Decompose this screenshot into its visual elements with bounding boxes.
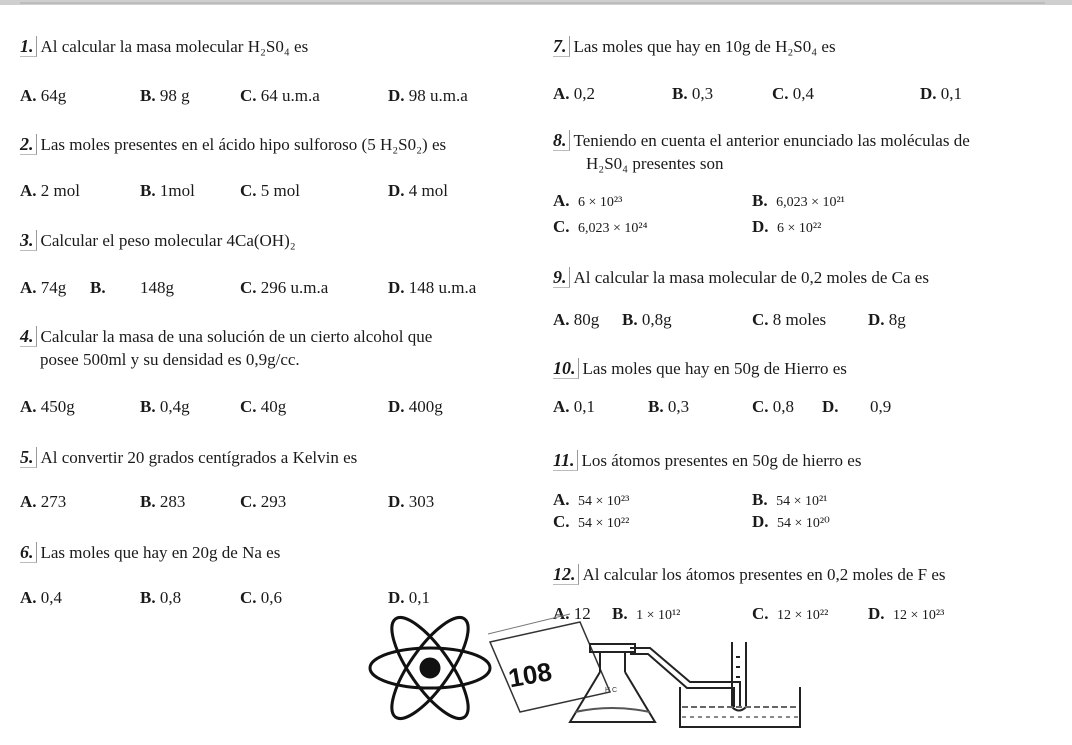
question-8-text: Teniendo en cuenta el anterior enunciado las moléculas de [573,131,970,150]
q9-option-c: C. 8 moles [752,310,827,329]
question-9 [553,267,929,288]
q7-option-c: C. 0,4 [772,84,815,103]
delivery-tube [630,648,740,707]
q6-option-d: D. 0,1 [388,588,431,607]
q8-option-b: B. 6,023 × 10²¹ [752,191,845,210]
q9-option-d: D. 8g [868,310,906,329]
q5-option-d: D. 303 [388,492,435,511]
question-6 [20,542,280,563]
question-12-text: Al calcular los átomos presentes en 0,2 moles de F es [582,565,946,584]
q1-option-a: A. 64g [20,86,67,105]
question-4-text: Calcular la masa de una solución de un cierto alcohol que [40,327,433,346]
q4-option-d: D. 400g [388,397,443,416]
q3-option-a: A. 74g [20,278,67,297]
q1-option-d: D. 98 u.m.a [388,86,468,105]
q6-option-b: B. 0,8 [140,588,182,607]
q10-option-d: D. [822,397,839,416]
question-12 [553,564,946,585]
question-4 [20,326,432,347]
q3-option-d: D. 148 u.m.a [388,278,477,297]
q12-option-b: B. 1 × 10¹² [612,604,681,623]
q2-option-c: C. 5 mol [240,181,300,200]
question-4-text-line2: posee 500ml y su densidad es 0,9g/cc. [40,350,300,369]
question-10 [553,358,847,379]
top-border [0,0,1072,5]
element-number: 108 [506,656,554,694]
q2-option-d: D. 4 mol [388,181,448,200]
chemistry-illustration [360,612,980,745]
q3-option-b-text: 148g [140,278,174,297]
question-5 [20,447,357,468]
question-1 [20,36,308,57]
q12-option-a: A. 12 [553,604,591,623]
q3-option-b: B. [90,278,106,297]
q12-option-c: C. 12 × 10²² [752,604,829,623]
flask-icon [570,644,655,722]
question-3-text: Calcular el peso molecular 4Ca(OH)₂ [40,231,296,250]
q1-option-c: C. 64 u.m.a [240,86,320,105]
q5-option-b: B. 283 [140,492,186,511]
q9-option-b: B. 0,8g [622,310,672,329]
question-5-text: Al convertir 20 grados centígrados a Kelvin es [40,448,358,467]
question-9-text: Al calcular la masa molecular de 0,2 moles de Ca es [573,268,929,287]
element-tile [488,614,610,712]
q10-option-a: A. 0,1 [553,397,596,416]
q7-option-b: B. 0,3 [672,84,714,103]
question-11 [553,450,861,471]
q11-option-a: A. 54 × 10²³ [553,490,630,509]
flask-label: H C [605,687,618,694]
atom-icon [370,612,490,729]
question-2 [20,134,446,155]
question-3-number: 3. [20,230,37,251]
q6-option-c: C. 0,6 [240,588,283,607]
question-8-number: 8. [553,130,570,151]
question-5-number: 5. [20,447,37,468]
q11-option-d: D. 54 × 10²⁰ [752,512,830,531]
q11-option-c: C. 54 × 10²² [553,512,630,531]
question-10-text: Las moles que hay en 50g de Hierro es [582,359,847,378]
question-6-text: Las moles que hay en 20g de Na es [40,543,281,562]
q10-option-c: C. 0,8 [752,397,795,416]
question-3 [20,230,296,251]
q9-option-a: A. 80g [553,310,600,329]
question-11-number: 11. [553,450,578,471]
q8-option-d: D. 6 × 10²² [752,217,822,236]
q12-option-d: D. 12 × 10²³ [868,604,945,623]
q4-option-b: B. 0,4g [140,397,190,416]
question-8-text-line2: H₂S0₄ presentes son [586,154,724,173]
q3-option-c: C. 296 u.m.a [240,278,329,297]
q2-option-a: A. 2 mol [20,181,80,200]
q7-option-d: D. 0,1 [920,84,963,103]
q1-option-b: B. 98 g [140,86,190,105]
question-8 [553,130,970,151]
top-border-line [20,2,1045,4]
question-7 [553,36,836,57]
q11-option-b: B. 54 × 10²¹ [752,490,828,509]
question-11-text: Los átomos presentes en 50g de hierro es [581,451,862,470]
q8-option-a: A. 6 × 10²³ [553,191,623,210]
q8-option-c: C. 6,023 × 10²⁴ [553,217,648,236]
q5-option-a: A. 273 [20,492,67,511]
q10-option-d-text: 0,9 [870,397,892,416]
question-1-text: Al calcular la masa molecular H₂S0₄ es [40,37,309,56]
q2-option-b: B. 1mol [140,181,195,200]
question-2-number: 2. [20,134,37,155]
question-12-number: 12. [553,564,579,585]
question-7-number: 7. [553,36,570,57]
question-7-text: Las moles que hay en 10g de H₂S0₄ es [573,37,836,56]
q5-option-c: C. 293 [240,492,287,511]
q6-option-a: A. 0,4 [20,588,63,607]
question-9-number: 9. [553,267,570,288]
question-1-number: 1. [20,36,37,57]
question-6-number: 6. [20,542,37,563]
q10-option-b: B. 0,3 [648,397,690,416]
q7-option-a: A. 0,2 [553,84,596,103]
question-2-text: Las moles presentes en el ácido hipo sulforoso (5 H₂S0₂) es [40,135,447,154]
q4-option-a: A. 450g [20,397,75,416]
question-10-number: 10. [553,358,579,379]
question-4-number: 4. [20,326,37,347]
q4-option-c: C. 40g [240,397,287,416]
